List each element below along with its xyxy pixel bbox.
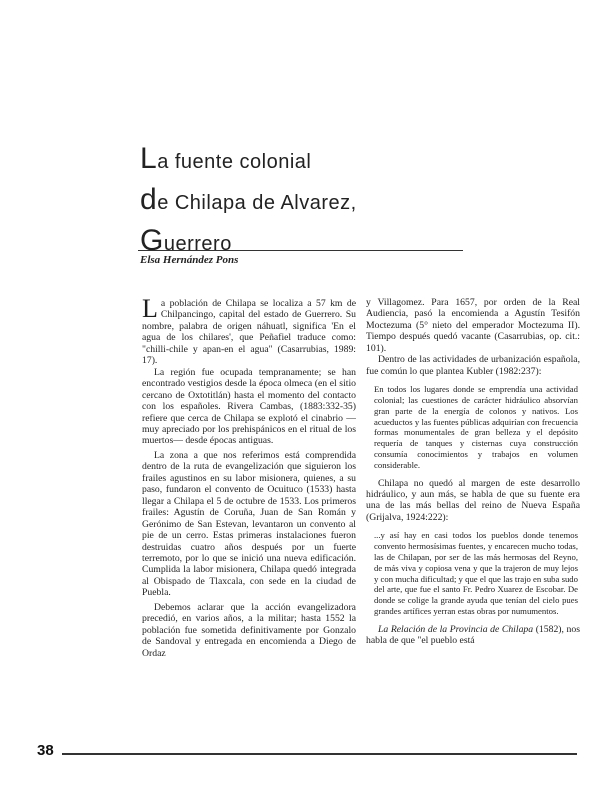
footer-rule <box>62 753 577 755</box>
left-column <box>142 294 356 659</box>
paragraph-text: (1582), nos habla de que "el pueblo está <box>366 623 580 647</box>
right-column <box>366 297 580 647</box>
block-quote: ...y así hay en casi todos los pueblos donde tenemos convento hermosísimas fuentes, y encarecen mucho todas, las de Chilapan, por ser de las más hermosas del Reyno, de más viva y copiosa vena y que la trajeron de muy lejos y con mucha dificultad; y que el que las trajo en suba sudo del arte, que fue el santo Fr. Pedro Xuarez de Escobar. De donde se colige la grande ayuda que tenían del cielo pues grandes artífices yerran estas obras por numumentos. <box>374 530 578 616</box>
title-line-3: Guerrero <box>140 224 232 257</box>
source-title: La Relación de la Provincia de Chilapa <box>378 623 534 635</box>
paragraph: Debemos aclarar que la acción evangelizadora precedió, en varios años, a la militar; hasta 1552 la población fue sometida definitivamente por Gonzalo de Sandoval y entregada en encomienda a Diego de Ordaz <box>142 601 356 659</box>
paragraph: Chilapa no quedó al margen de este desarrollo hidráulico, y aun más, se habla de que su fuente era una de las más bellas del reino de Nueva España (Grijalva, 1924:222): <box>366 477 580 523</box>
author-name: Elsa Hernández Pons <box>140 254 239 266</box>
paragraph: y Villagomez. Para 1657, por orden de la Real Audiencia, pasó la encomienda a Agustín Tesifón Moctezuma (5° nieto del emperador Moctezuma II). Tiempo después quedó vacante (Casarrubias, op. cit.: 101). <box>366 297 580 354</box>
paragraph: La zona a que nos referimos está comprendida dentro de la ruta de evangelización que siguieron los frailes agustinos en su labor misionera, quienes, a su paso, fundaron el convento de Ocuituco (1533) hasta llegar a Chilapa el 5 de octubre de 1533. Los primeros frailes: Agustín de Coruña, Juan de San Román y Gerónimo de San Estevan, levantaron un convento al pie de un cerro. Estas primeras instalaciones fueron destruidas cuatro años después por un fuerte terremoto, por lo que se inició una nueva edificación. Cumplida la labor misionera, Chilapa quedó integrada al Obispado de Tlaxcala, con sede en la ciudad de Puebla. <box>142 449 356 599</box>
paragraph: Dentro de las actividades de urbanización española, fue común lo que plantea Kubler (1982:237): <box>366 354 580 377</box>
title-line-2: de Chilapa de Alvarez, <box>140 183 357 216</box>
title-rule <box>138 250 463 251</box>
page-number: 38 <box>37 742 54 759</box>
paragraph-text: a población de Chilapa se localiza a 57 km de Chilpancingo, capital del estado de Guerrero. Su nombre, palabra de origen náhuatl, significa 'En el agua de los chilares', que Peñafiel traduce como: "chilli-chile y apan-en el agua" (Casarrubias, 1989: 17). <box>142 298 356 367</box>
title-line-1: La fuente colonial <box>140 142 312 175</box>
paragraph <box>142 294 356 367</box>
paragraph: La región fue ocupada tempranamente; se han encontrado vestigios desde la época olmeca (en el sitio cercano de Oxtotitlán) hasta el momento del contacto con los españoles. Rivera Cambas, (1883:332-35) refiere que cerca de Chilapa se explotó el cinabrio —muy apreciado por los prehispánicos en el ritual de los muertos— desde épocas antiguas. <box>142 366 356 447</box>
drop-cap: L <box>142 294 158 323</box>
block-quote: En todos los lugares donde se emprendía una actividad colonial; las cuestiones de carácter hidráulico absorvían gran parte de la energía de colonos y nativos. Los acueductos y las fuentes públicas adquirían con frecuencia formas monumentales de gran belleza y el depósito requería de tanques y cisternas cuya construcción consumía conocimientos y trabajos en volumen considerable. <box>374 384 578 470</box>
article-title <box>140 140 470 263</box>
paragraph <box>366 624 580 647</box>
